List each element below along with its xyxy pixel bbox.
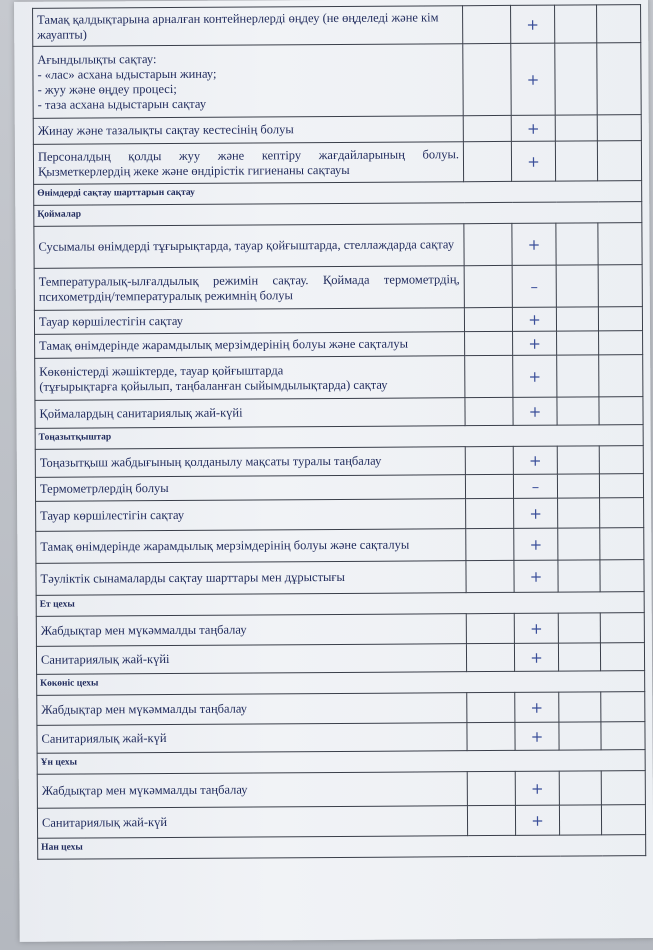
empty-cell — [599, 397, 643, 425]
table-row — [36, 560, 644, 596]
requirement-cell — [36, 614, 466, 647]
compliance-mark: + — [513, 355, 557, 397]
requirement-cell — [36, 529, 466, 564]
requirement-cell — [34, 224, 464, 269]
section-title: Ұн цехы — [37, 750, 645, 775]
empty-cell — [601, 692, 645, 722]
section-header — [38, 835, 646, 860]
compliance-mark: + — [514, 613, 558, 643]
empty-cell — [599, 474, 643, 498]
empty-cell — [466, 528, 514, 560]
requirement-text: Термометрлердің болуы — [39, 481, 169, 496]
empty-cell — [556, 307, 598, 331]
compliance-mark: + — [514, 560, 558, 592]
empty-cell — [599, 355, 643, 397]
requirement-text: Персоналдың қолды жуу және кептіру жағдайларының болуы. Қызметкерлердің жеке және өндірістік гигиенаны сақтауы — [37, 146, 459, 179]
table-row — [33, 141, 641, 185]
empty-cell — [464, 307, 512, 331]
requirement-text: - таза асхана ыдыстарын сақтау — [37, 96, 207, 112]
requirement-text: Жабдықтар мен мүкәммалды таңбалау — [40, 622, 247, 638]
requirement-text: Қоймалардың санитариялық жай-күйі — [39, 405, 243, 421]
checklist-sheet — [14, 0, 653, 942]
table-row — [37, 722, 645, 754]
requirement-text: Тамақ қалдықтарына арналған контейнерлерді өңдеу (не өңделеді және кім жауапты) — [37, 9, 439, 42]
empty-cell — [556, 265, 598, 307]
requirement-text: Температуралық-ылғалдылық режимін сақтау. Қоймада термометрдің, психометрдің/температуралық режимнің болуы — [38, 271, 460, 304]
table-row — [35, 397, 643, 429]
requirement-cell — [35, 356, 465, 401]
compliance-mark: + — [513, 397, 557, 425]
compliance-mark: + — [515, 771, 559, 805]
requirement-cell — [37, 772, 467, 809]
requirement-cell — [37, 806, 467, 839]
requirement-text: Жабдықтар мен мүкәммалды таңбалау — [41, 782, 248, 798]
empty-cell — [597, 5, 641, 43]
section-title: Қоймалар — [34, 202, 642, 227]
compliance-mark: + — [511, 5, 555, 43]
empty-cell — [465, 397, 513, 425]
requirement-text: Көкөністерді жәшіктерде, тауар қойғыштарда — [39, 362, 284, 379]
empty-cell — [598, 265, 642, 307]
table-row — [33, 43, 641, 119]
empty-cell — [597, 115, 641, 141]
table-row — [36, 498, 644, 532]
empty-cell — [601, 805, 645, 835]
compliance-mark: + — [511, 141, 555, 181]
empty-cell — [463, 43, 511, 115]
empty-cell — [555, 43, 597, 115]
empty-cell — [558, 643, 600, 671]
table-row — [37, 692, 645, 726]
empty-cell — [559, 771, 601, 805]
empty-cell — [597, 141, 641, 181]
empty-cell — [599, 446, 643, 474]
requirement-text: Санитариялық жай-күйі — [40, 651, 170, 667]
requirement-text: Тәуліктік сынамаларды сақтау шарттары мен дұрыстығы — [40, 569, 345, 586]
empty-cell — [600, 613, 644, 643]
empty-cell — [559, 722, 601, 750]
table-row — [33, 5, 641, 47]
section-title: Өнімдерді сақтау шарттарын сақтау — [34, 181, 642, 206]
requirement-cell — [35, 475, 465, 502]
empty-cell — [557, 331, 599, 355]
compliance-mark: + — [512, 223, 556, 265]
requirement-cell — [35, 398, 465, 429]
table-row — [35, 355, 643, 401]
compliance-mark: + — [512, 307, 556, 331]
empty-cell — [463, 115, 511, 141]
empty-cell — [557, 446, 599, 474]
requirement-text: - жуу және өңдеу процесі; — [37, 81, 177, 97]
compliance-mark: + — [511, 115, 555, 141]
requirement-cell — [37, 723, 467, 754]
requirement-text: Тамақ өнімдерінде жарамдылық мерзімдерінің болуы және сақталуы — [40, 537, 410, 554]
empty-cell — [467, 722, 515, 750]
empty-cell — [467, 692, 515, 722]
requirement-text: Санитариялық жай-күй — [41, 815, 168, 830]
empty-cell — [601, 722, 645, 750]
table-row — [37, 805, 645, 839]
empty-cell — [467, 771, 515, 805]
requirement-cell — [37, 693, 467, 726]
empty-cell — [557, 474, 599, 498]
section-title: Ет цехы — [36, 592, 644, 617]
requirement-text: Сусымалы өнімдерді тұғырықтарда, тауар қойғыштарда, стеллаждарда сақтау — [38, 237, 455, 254]
empty-cell — [465, 355, 513, 397]
empty-cell — [559, 692, 601, 722]
compliance-mark: + — [514, 528, 558, 560]
empty-cell — [600, 528, 644, 560]
requirement-text: Жабдықтар мен мүкәммалды таңбалау — [41, 701, 248, 717]
checklist-table — [32, 4, 646, 860]
empty-cell — [600, 643, 644, 671]
requirement-text: Тауар көршілестігін сақтау — [40, 507, 185, 523]
empty-cell — [557, 355, 599, 397]
empty-cell — [466, 613, 514, 643]
requirement-cell — [34, 266, 464, 311]
empty-cell — [555, 115, 597, 141]
requirement-cell — [33, 142, 463, 185]
empty-cell — [555, 5, 597, 43]
empty-cell — [558, 560, 600, 592]
empty-cell — [466, 498, 514, 528]
empty-cell — [464, 265, 512, 307]
requirement-cell — [36, 561, 466, 596]
empty-cell — [464, 223, 512, 265]
empty-cell — [465, 446, 513, 474]
requirement-text: Жинау және тазалықты сақтау кестесінің болуы — [37, 122, 294, 138]
table-row — [34, 265, 642, 311]
empty-cell — [555, 141, 597, 181]
empty-cell — [559, 805, 601, 835]
requirement-cell — [33, 116, 463, 145]
empty-cell — [463, 5, 511, 43]
compliance-mark: + — [511, 43, 555, 115]
compliance-mark: – — [513, 474, 557, 498]
compliance-mark: + — [515, 692, 559, 722]
requirement-text: Ағындылықты сақтау: — [37, 51, 157, 67]
requirement-text: Тауар көршілестігін сақтау — [38, 313, 184, 329]
compliance-mark: + — [515, 722, 559, 750]
empty-cell — [598, 307, 642, 331]
empty-cell — [556, 223, 598, 265]
empty-cell — [600, 498, 644, 528]
empty-cell — [598, 223, 642, 265]
section-title: Көкөніс цехы — [37, 671, 645, 696]
empty-cell — [465, 474, 513, 498]
requirement-text: - «лас» асхана ыдыстарын жинау; — [37, 66, 217, 82]
table-row — [36, 528, 644, 564]
compliance-mark: + — [513, 331, 557, 355]
compliance-mark: + — [513, 446, 557, 474]
requirement-text: Тоңазытқыш жабдығының қолданылу мақсаты туралы таңбалау — [39, 453, 382, 470]
checklist-body — [33, 5, 646, 860]
empty-cell — [600, 560, 644, 592]
empty-cell — [465, 331, 513, 355]
requirement-cell — [36, 644, 466, 675]
table-row — [33, 115, 641, 145]
requirement-text: Тамақ өнімдерінде жарамдылық мерзімдерінің болуы және сақталуы — [39, 336, 409, 353]
table-row — [34, 223, 642, 269]
requirement-text: (тұғырықтарға қойылып, таңбаланған сыйымдылықтарда) сақтау — [39, 377, 388, 394]
empty-cell — [557, 397, 599, 425]
requirement-cell — [33, 6, 463, 47]
empty-cell — [463, 141, 511, 181]
requirement-cell — [36, 499, 466, 532]
empty-cell — [558, 613, 600, 643]
empty-cell — [601, 771, 645, 805]
empty-cell — [558, 498, 600, 528]
requirement-cell — [34, 308, 464, 335]
empty-cell — [466, 560, 514, 592]
empty-cell — [558, 528, 600, 560]
requirement-cell — [35, 332, 465, 359]
table-row — [36, 613, 644, 647]
table-row — [37, 771, 645, 809]
requirement-cell — [35, 447, 465, 478]
empty-cell — [597, 43, 641, 115]
empty-cell — [466, 643, 514, 671]
section-title: Тоңазытқыштар — [35, 425, 643, 450]
compliance-mark: + — [514, 498, 558, 528]
table-row — [35, 446, 643, 478]
compliance-mark: + — [515, 805, 559, 835]
compliance-mark: – — [512, 265, 556, 307]
empty-cell — [467, 805, 515, 835]
requirement-cell — [33, 44, 463, 119]
empty-cell — [599, 331, 643, 355]
section-title: Нан цехы — [38, 835, 646, 860]
compliance-mark: + — [514, 643, 558, 671]
table-row — [36, 643, 644, 675]
requirement-text: Санитариялық жай-күй — [41, 731, 167, 746]
